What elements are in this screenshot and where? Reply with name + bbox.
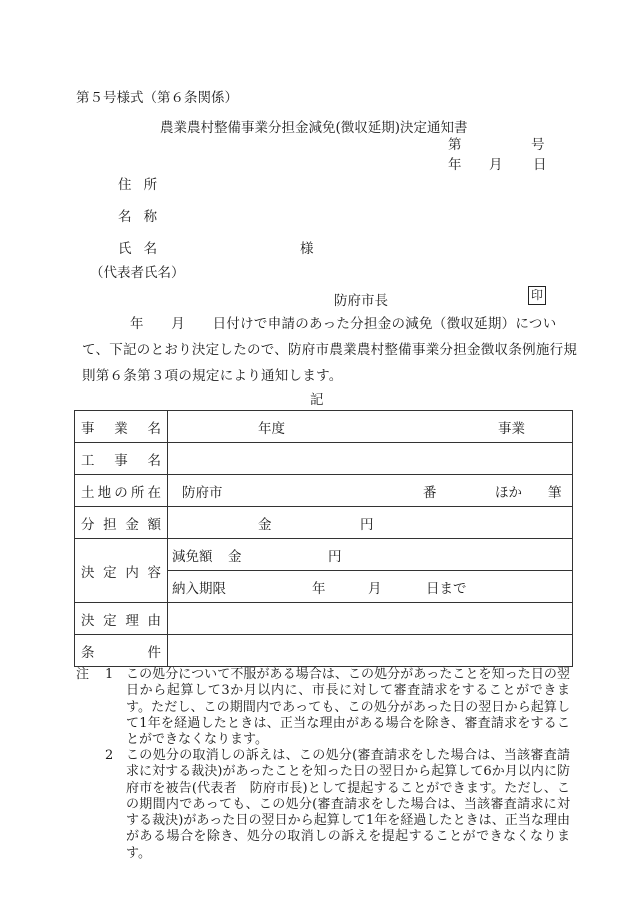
amount-label-3: 金 (125, 516, 139, 533)
ki-heading: 記 (310, 392, 324, 408)
reason-label-1: 決 (81, 612, 95, 629)
work-label-1: 工 (81, 452, 95, 469)
seal-mark: 印 (528, 286, 546, 305)
reduction-kin: 金 (228, 548, 242, 565)
land-label-text (81, 481, 161, 501)
document-number-prefix: 第 (448, 137, 462, 153)
document-title: 農業農村整備事業分担金減免(徴収延期)決定通知書 (160, 120, 468, 136)
decision-label-1: 決 (81, 564, 95, 581)
land-city: 防府市 (182, 484, 223, 501)
amount-kin: 金 (258, 516, 272, 533)
land-label-4: 所 (130, 484, 145, 501)
deadline-month: 月 (368, 580, 382, 597)
amount-yen: 円 (360, 516, 374, 533)
note-number: 1 (105, 667, 114, 682)
reason-label (75, 603, 168, 635)
project-label-1: 事 (81, 420, 95, 437)
form-number: 第５号様式（第６条関係） (76, 90, 238, 106)
decision-label (75, 539, 168, 603)
note-number: 2 (105, 748, 114, 763)
land-label (75, 475, 168, 507)
amount-label-2: 担 (103, 516, 117, 533)
notice-body: 年 月 日付けで申請のあった分担金の減免（徴収延期）について、下記のとおり決定したので、防府市農業農村整備事業分担金徴収条例施行規則第６条第３項の規定により通知します。 (82, 316, 578, 384)
condition-label-1: 条 (81, 644, 95, 661)
reason-label-2: 定 (103, 612, 117, 629)
project-suffix: 事業 (498, 420, 525, 437)
condition-value (168, 635, 573, 667)
amount-label-1: 分 (81, 516, 95, 533)
reduction-label: 減免額 (172, 548, 213, 565)
project-label-3: 名 (147, 420, 161, 437)
person-name-label: 氏名 (118, 241, 170, 257)
decision-label-3: 内 (125, 564, 139, 581)
work-label-text (81, 449, 161, 469)
land-hitsu: 筆 (548, 484, 562, 501)
condition-label-text (81, 641, 161, 661)
deadline-value (168, 571, 573, 603)
reason-label-3: 理 (125, 612, 139, 629)
work-label (75, 443, 168, 475)
land-label-2: 地 (97, 484, 112, 501)
reason-label-text (81, 609, 161, 629)
representative-label: （代表者氏名） (90, 265, 185, 281)
deadline-label: 納入期限 (172, 580, 226, 597)
table-row-decision-1 (75, 539, 573, 571)
table-row-project (75, 411, 573, 443)
note-text: この処分について不服がある場合は、この処分があったことを知った日の翌日から起算して3か月以内に、市長に対して審査請求をすることができます。ただし、この期間内であっても、この処分があった日の翌日から起算して1年を経過したときは、正当な理由がある場合を除き、審査請求をすることができなくなります。 (126, 667, 570, 748)
amount-label-text (81, 513, 161, 533)
honorific: 様 (300, 241, 314, 257)
name-label: 名称 (118, 209, 170, 225)
amount-label-4: 額 (147, 516, 161, 533)
note-text: この処分の取消しの訴えは、この処分(審査請求をした場合は、当該審査請求に対する裁決)があったことを知った日の翌日から起算して6か月以内に防府市を被告(代表者 防府市長)として提起することができます。ただし、この期間内であっても、この処分(審査請求をした場合は、当該審査請求に対する裁決)があった日の翌日から起算して1年を経過したときは、正当な理由がある場合を除き、処分の取消しの訴えを提起することができなくなります。 (126, 748, 570, 861)
project-value (168, 411, 573, 443)
detail-table (74, 410, 573, 667)
condition-label (75, 635, 168, 667)
land-ban: 番 (423, 484, 437, 501)
work-label-2: 事 (114, 452, 128, 469)
project-year: 年度 (258, 420, 285, 437)
deadline-year: 年 (312, 580, 326, 597)
date-day: 日 (533, 157, 547, 173)
land-hoka: ほか (495, 484, 522, 501)
address-label: 住所 (118, 177, 170, 193)
decision-label-text (81, 561, 161, 581)
reason-value (168, 603, 573, 635)
deadline-until: 日まで (426, 580, 467, 597)
document-number-suffix: 号 (531, 137, 545, 153)
amount-value (168, 507, 573, 539)
date-month: 月 (489, 157, 503, 173)
land-label-3: の (114, 484, 128, 501)
land-label-5: 在 (147, 484, 161, 501)
decision-label-2: 定 (103, 564, 117, 581)
amount-label (75, 507, 168, 539)
land-value (168, 475, 573, 507)
project-label (75, 411, 168, 443)
table-row-condition (75, 635, 573, 667)
notes-prefix: 注 (76, 667, 90, 682)
table-row-reason (75, 603, 573, 635)
work-label-3: 名 (147, 452, 161, 469)
decision-label-4: 容 (147, 564, 161, 581)
project-label-text (81, 417, 161, 437)
land-label-1: 土 (81, 484, 95, 501)
reduction-value (168, 539, 573, 571)
work-value (168, 443, 573, 475)
table-row-work (75, 443, 573, 475)
sender-mayor: 防府市長 (334, 293, 388, 309)
reduction-yen: 円 (328, 548, 342, 565)
table-row-amount (75, 507, 573, 539)
date-year: 年 (448, 157, 462, 173)
table-row-land (75, 475, 573, 507)
project-label-2: 業 (114, 420, 128, 437)
condition-label-2: 件 (147, 644, 161, 661)
reason-label-4: 由 (147, 612, 161, 629)
